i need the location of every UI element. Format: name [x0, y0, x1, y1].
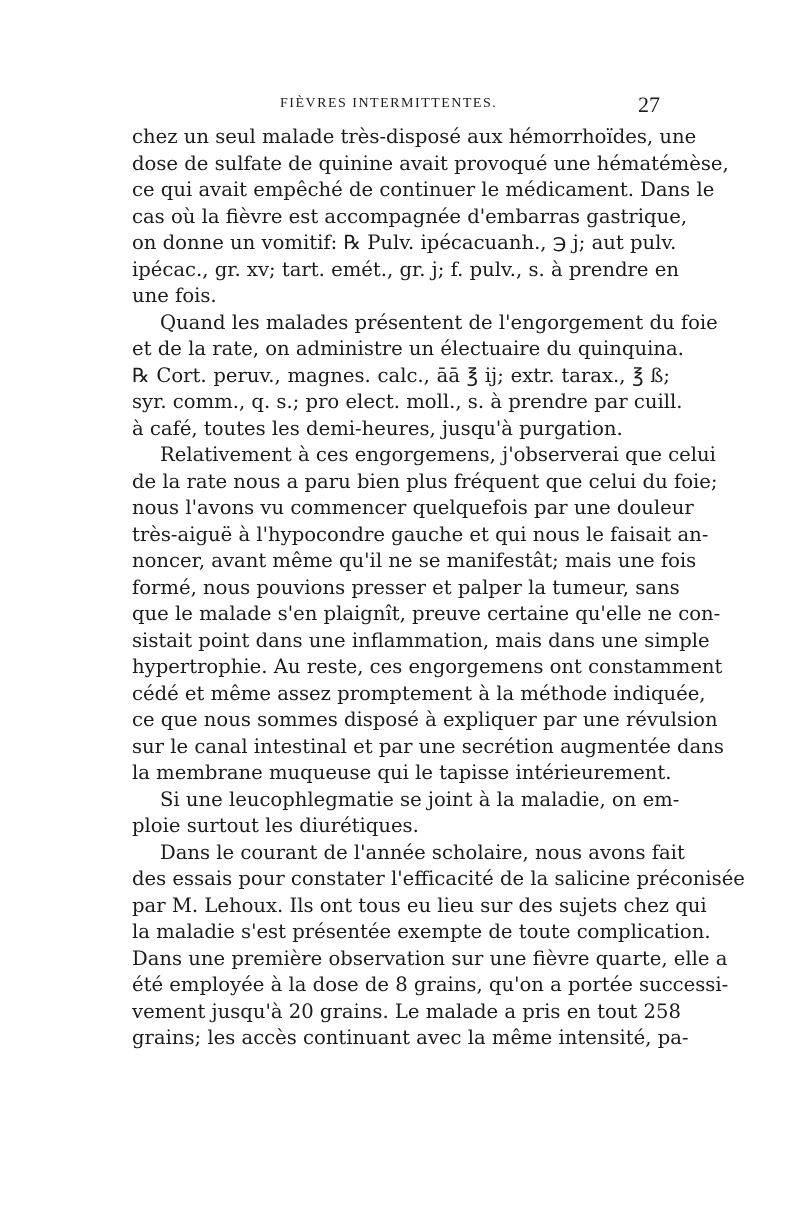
text-line: Quand les malades présentent de l'engorgement du foie: [160, 310, 718, 334]
text-line: hypertrophie. Au reste, ces engorgemens ont constamment: [132, 655, 723, 678]
body-text: [132, 124, 745, 1052]
text-line: sur le canal intestinal et par une secrétion augmentée dans: [132, 734, 724, 758]
text-line: chez un seul malade très-disposé aux hémorrhoïdes, une: [132, 125, 697, 148]
text-line: ploie surtout les diurétiques.: [132, 814, 419, 837]
text-line: formé, nous pouvions presser et palper la tumeur, sans: [132, 575, 680, 599]
text-line: syr. comm., q. s.; pro elect. moll., s. à prendre par cuill.: [132, 390, 683, 413]
running-title: FIÈVRES INTERMITTENTES.: [280, 96, 498, 111]
text-line: Si une leucophlegmatie se joint à la maladie, on em-: [160, 787, 680, 811]
text-line: ℞ Cort. peruv., magnes. calc., āā ℥ ij; extr. tarax., ℥ ß;: [132, 363, 670, 387]
text-line: ce que nous sommes disposé à expliquer par une révulsion: [132, 708, 718, 731]
text-line: cédé et même assez promptement à la méthode indiquée,: [132, 681, 706, 705]
text-line: grains; les accès continuant avec la même intensité, pa-: [132, 1026, 689, 1049]
text-line: ce qui avait empêché de continuer le médicament. Dans le: [132, 178, 715, 201]
text-line: cas où la fièvre est accompagnée d'embarras gastrique,: [132, 204, 688, 228]
text-line: nous l'avons vu commencer quelquefois par une douleur: [132, 496, 694, 519]
text-line: dose de sulfate de quinine avait provoqué une hématémèse,: [132, 151, 729, 175]
page-number: 27: [638, 92, 660, 117]
text-line: très-aiguë à l'hypocondre gauche et qui nous le faisait an-: [132, 522, 709, 546]
text-line: ipécac., gr. xv; tart. emét., gr. j; f. pulv., s. à prendre en: [132, 257, 679, 281]
text-line: des essais pour constater l'efficacité de la salicine préconisée: [132, 867, 745, 890]
text-line: Dans une première observation sur une fièvre quarte, elle a: [132, 946, 728, 970]
text-line: noncer, avant même qu'il ne se manifestât; mais une fois: [132, 549, 697, 572]
text-line: été employée à la dose de 8 grains, qu'on a portée successi-: [132, 973, 729, 996]
text-line: que le malade s'en plaignît, preuve certaine qu'elle ne con-: [132, 602, 721, 625]
text-line: la maladie s'est présentée exempte de toute complication.: [132, 920, 711, 943]
text-line: de la rate nous a paru bien plus fréquent que celui du foie;: [132, 469, 718, 493]
text-line: Dans le courant de l'année scholaire, nous avons fait: [160, 840, 685, 864]
text-line: par M. Lehoux. Ils ont tous eu lieu sur des sujets chez qui: [132, 893, 707, 917]
text-line: la membrane muqueuse qui le tapisse intérieurement.: [132, 761, 672, 784]
text-line: et de la rate, on administre un électuaire du quinquina.: [132, 337, 684, 360]
text-line: une fois.: [132, 284, 217, 307]
text-line: on donne un vomitif: ℞ Pulv. ipécacuanh., ℈ j; aut pulv.: [132, 231, 677, 254]
running-head: [132, 92, 660, 118]
text-line: à café, toutes les demi-heures, jusqu'à purgation.: [132, 416, 623, 440]
text-line: Relativement à ces engorgemens, j'observerai que celui: [160, 443, 716, 466]
text-line: sistait point dans une inflammation, mais dans une simple: [132, 628, 710, 652]
text-line: vement jusqu'à 20 grains. Le malade a pris en tout 258: [132, 999, 681, 1023]
